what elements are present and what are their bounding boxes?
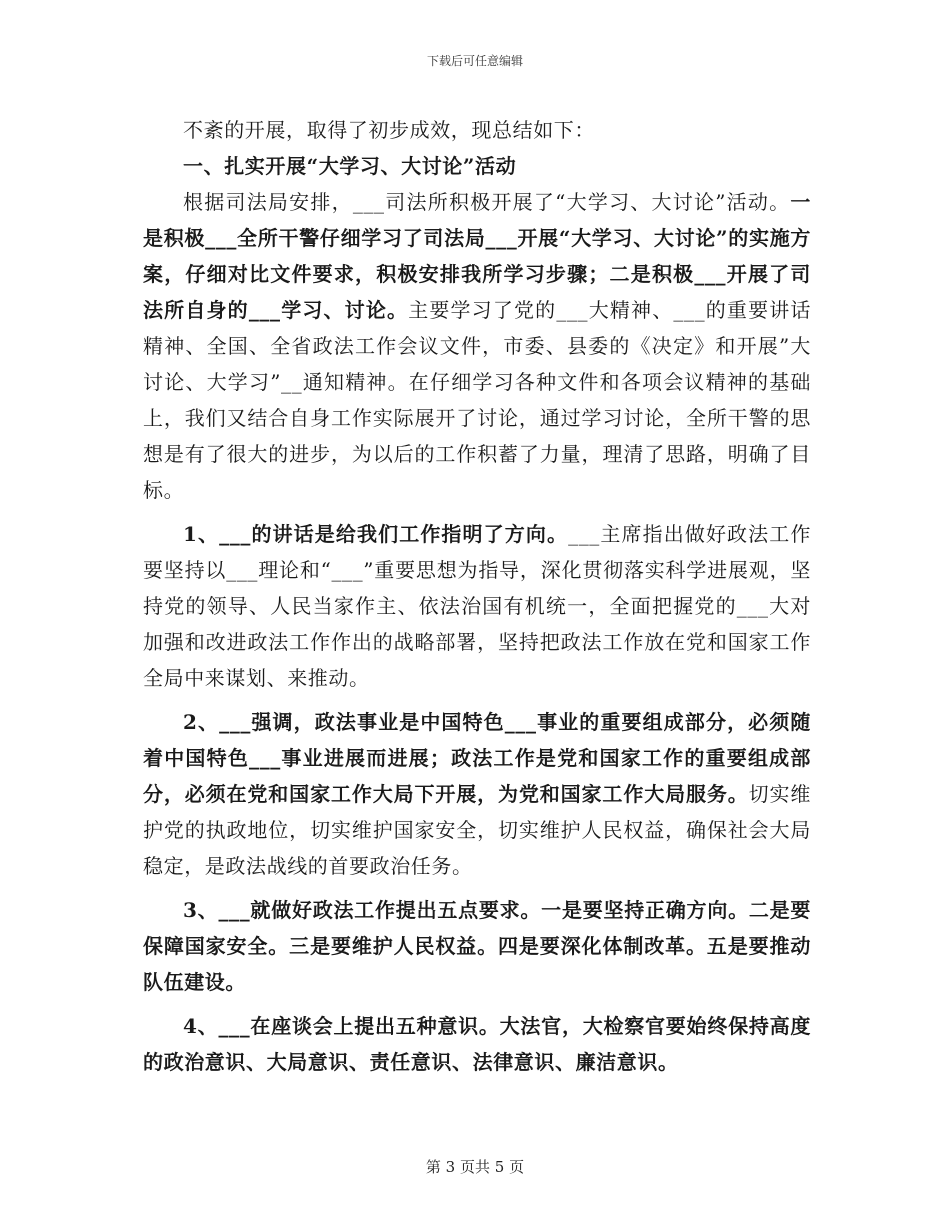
text-segment: 不紊的开展，取得了初步成效，现总结如下：: [183, 118, 595, 142]
paragraph-item-2: [143, 704, 811, 884]
paragraph-intro: [143, 112, 811, 148]
page-footer: 第 3 页共 5 页: [425, 1158, 525, 1176]
text-segment: 根据司法局安排，___司法所积极开展了“大学习、大讨论”活动。: [183, 190, 791, 214]
document-body: [143, 112, 811, 1080]
text-segment: 切实维护党的执政地位，切实维护国家安全，切实维护人民权益，确保社会大局稳定，是政法战线的首要政治任务。: [143, 782, 811, 878]
paragraph-item-3: [143, 892, 811, 1000]
text-segment: ___主席指出做好政法工作要坚持以___理论和“___”重要思想为指导，深化贯彻落实科学进展观，坚持党的领导、人民当家作主、依法治国有机统一，全面把握党的___大对加强和改进政法工作作出的战略部署，坚持把政法工作放在党和国家工作全局中来谋划、来推动。: [143, 522, 811, 690]
section-heading-text: 一、扎实开展“大学习、大讨论”活动: [183, 154, 517, 178]
paragraph-item-4: [143, 1008, 811, 1080]
text-segment-bold: 1、___的讲话是给我们工作指明了方向。: [183, 522, 569, 546]
text-segment-bold: 一是积极___全所干警仔细学习了司法局___开展“大学习、大讨论”的实施方案，仔细对比文件要求，积极安排我所学习步骤；二是积极___开展了司法所自身的___学习、讨论。: [143, 190, 811, 322]
text-segment-bold: 4、___在座谈会上提出五种意识。大法官，大检察官要始终保持高度的政治意识、大局意识、责任意识、法律意识、廉洁意识。: [143, 1014, 811, 1074]
paragraph-activity: [143, 184, 811, 508]
text-segment-bold: 2、___强调，政法事业是中国特色___事业的重要组成部分，必须随着中国特色___事业进展而进展；政法工作是党和国家工作的重要组成部分，必须在党和国家工作大局下开展，为党和国家工作大局服务。: [143, 710, 811, 806]
section-heading: [143, 148, 811, 184]
text-segment-bold: 3、___就做好政法工作提出五点要求。一是要坚持正确方向。二是要保障国家安全。三是要维护人民权益。四是要深化体制改革。五是要推动队伍建设。: [143, 898, 811, 994]
page-header: 下载后可任意编辑: [426, 54, 523, 68]
text-segment: 主要学习了党的___大精神、___的重要讲话精神、全国、全省政法工作会议文件，市委、县委的《决定》和开展”大讨论、大学习”__通知精神。在仔细学习各种文件和各项会议精神的基础上，我们又结合自身工作实际展开了讨论，通过学习讨论，全所干警的思想是有了很大的进步，为以后的工作积蓄了力量，理清了思路，明确了目标。: [143, 298, 811, 502]
paragraph-item-1: [143, 516, 811, 696]
